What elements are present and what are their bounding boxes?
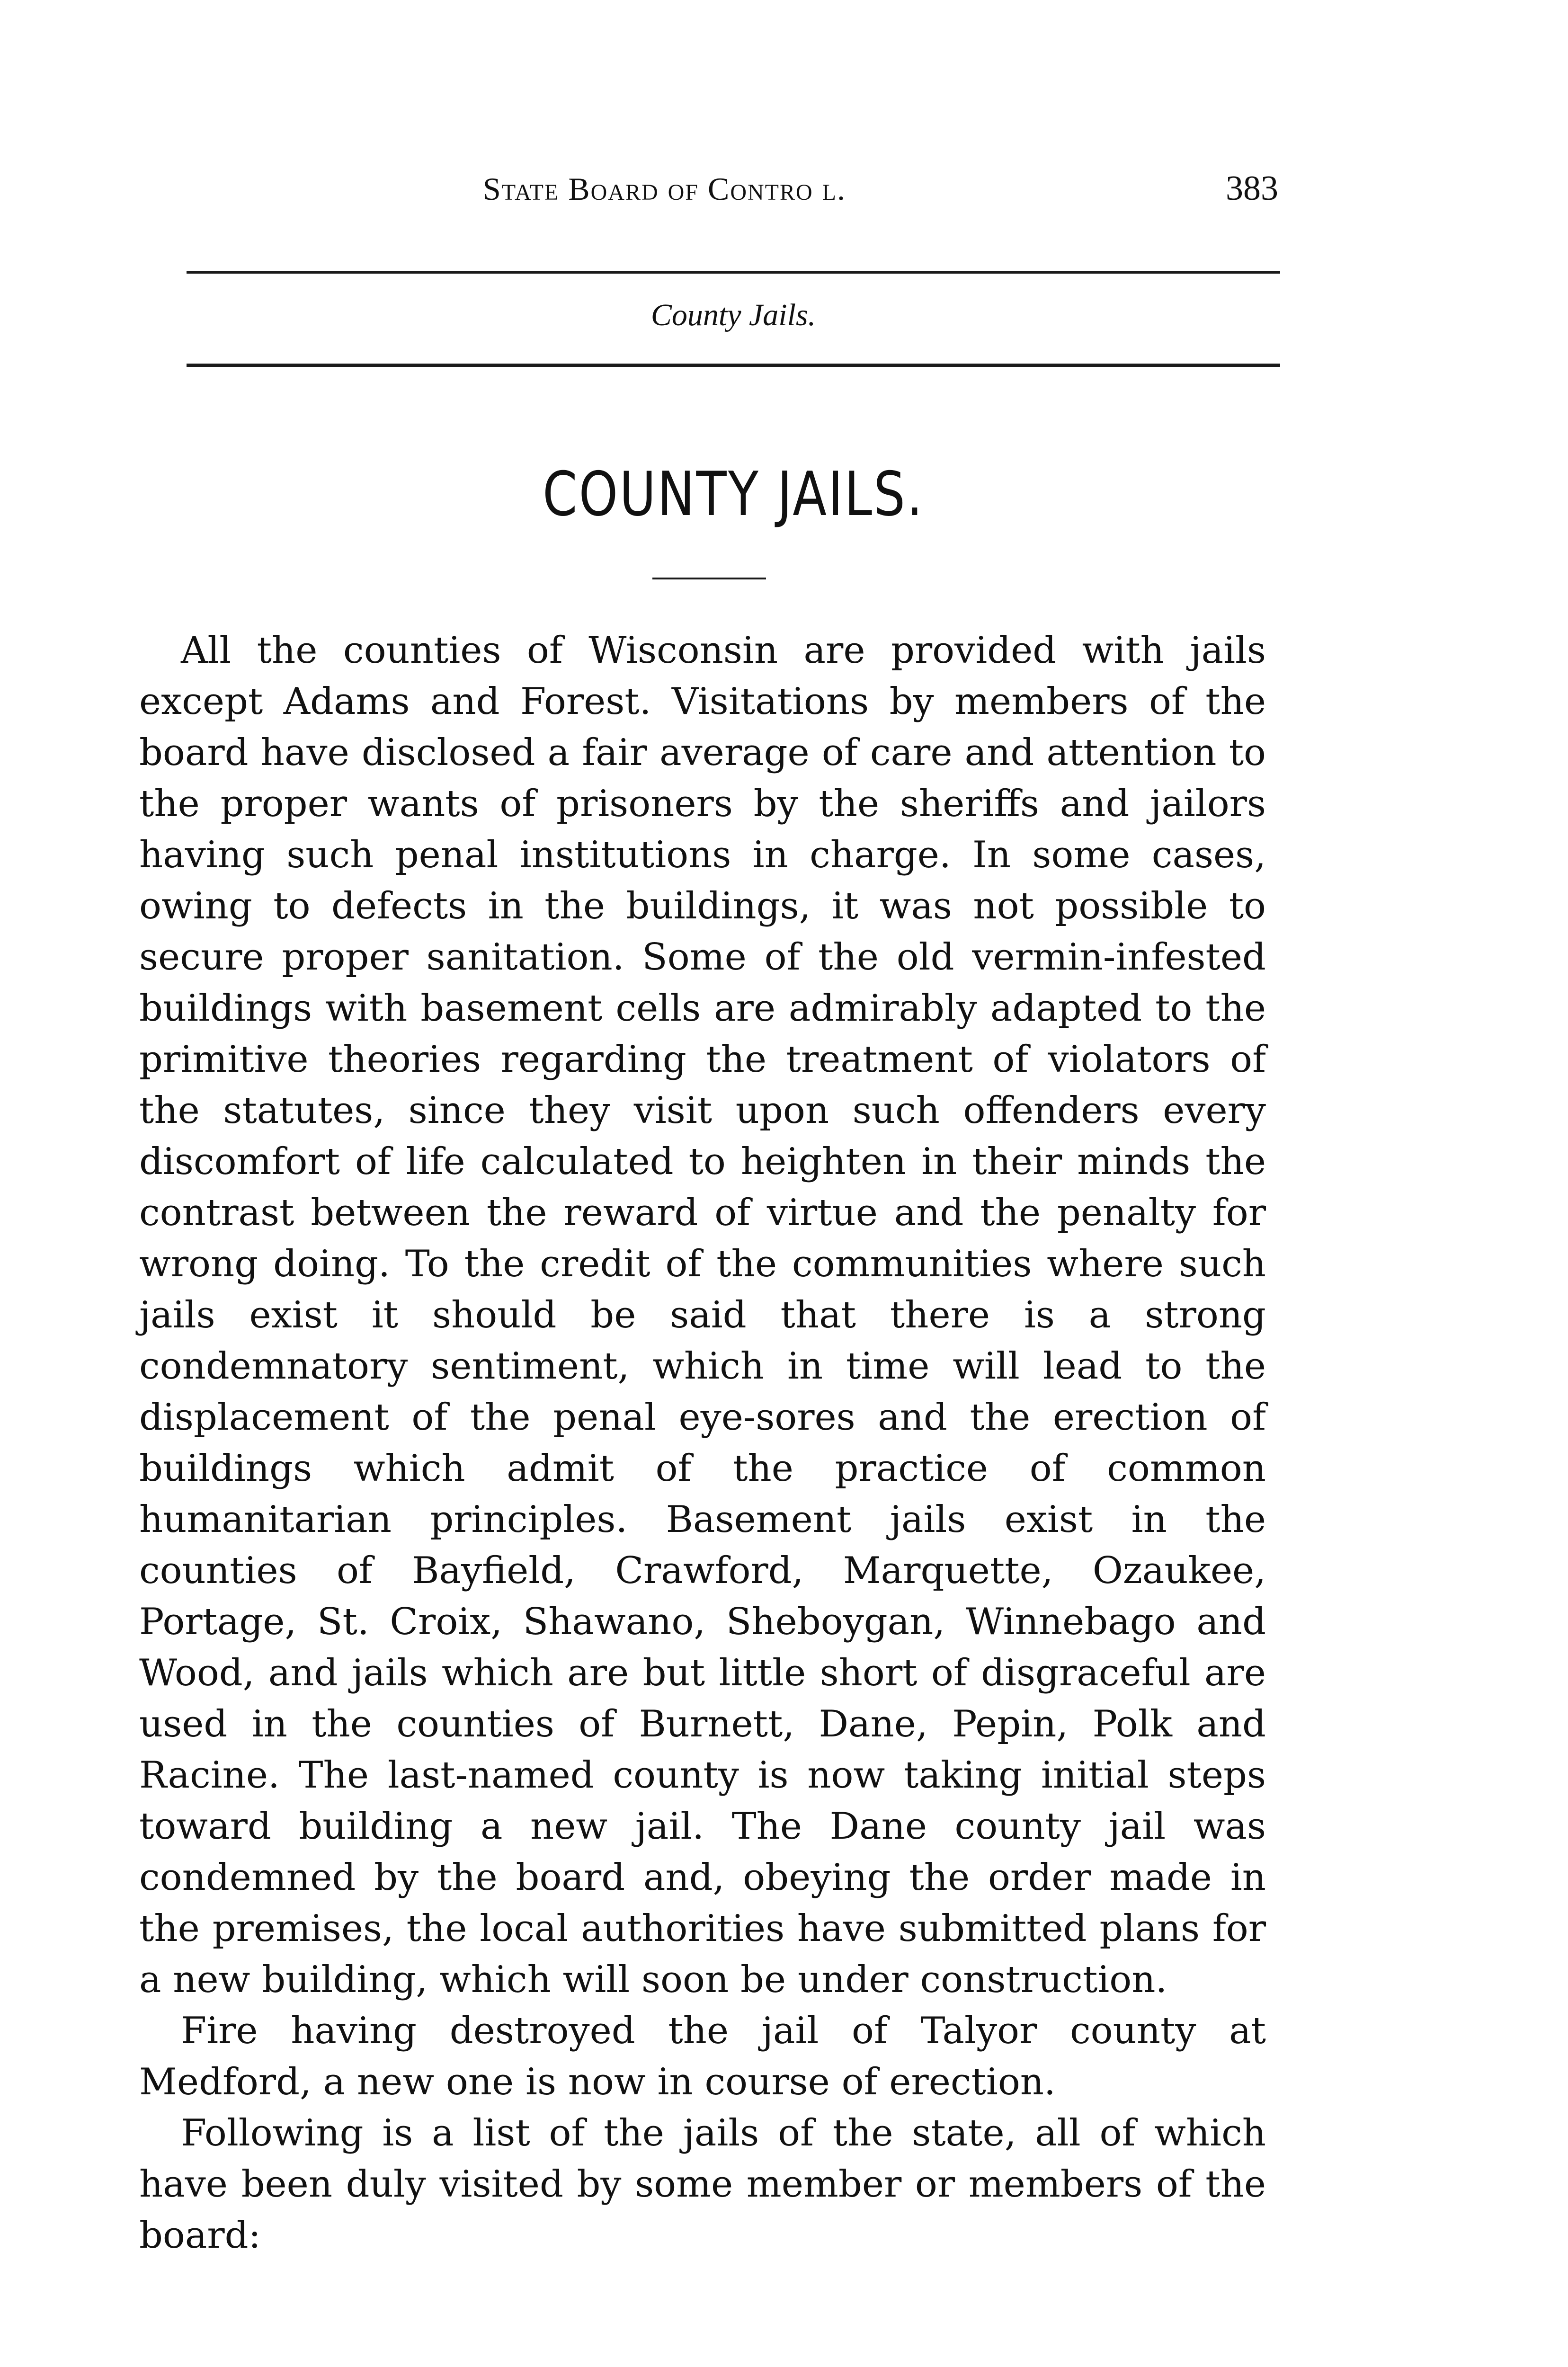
- title-rule: [652, 578, 766, 579]
- page-number: 383: [1226, 169, 1278, 208]
- chapter-title: COUNTY JAILS.: [543, 459, 924, 530]
- body-text: [139, 625, 1266, 2261]
- paragraph-2: Fire having destroyed the jail of Talyor county at Medford, a new one is now in course of erection.: [139, 2010, 1266, 2103]
- section-heading: County Jails.: [650, 298, 816, 332]
- paragraph-3: Following is a list of the jails of the state, all of which have been duly visited by some member or members of the board:: [139, 2112, 1266, 2257]
- header-rule-bottom: [187, 364, 1280, 367]
- running-head: [185, 166, 1278, 222]
- paragraph-1: All the counties of Wisconsin are provided with jails except Adams and Forest. Visitations by members of the board have disclosed a fair average of care and attention to the proper wants of prisoners by the sheriffs and jailors having such penal institutions in charge. In some cases, owing to defects in the buildings, it was not possible to secure proper sanitation. Some of the old vermin-infested buildings with basement cells are admirably adapted to the primitive theories regarding the treatment of violators of the statutes, since they visit upon such offenders every discomfort of life calculated to heighten in their minds the contrast between the reward of virtue and the penalty for wrong doing. To the credit of the communities where such jails exist it should be said that there is a strong condemnatory sentiment, which in time will lead to the displacement of the penal eye-sores and the erection of buildings which admit of the practice of common humanitarian principles. Basement jails exist in the counties of Bayfield, Crawford, Marquette, Ozaukee, Portage, St. Croix, Shawano, Sheboygan, Winnebago and Wood, and jails which are but little short of disgraceful are used in the counties of Burnett, Dane, Pepin, Polk and Racine. The last-named county is now taking initial steps toward building a new jail. The Dane county jail was condemned by the board and, obeying the order made in the premises, the local authorities have submitted plans for a new building, which will soon be under construction.: [139, 629, 1266, 2001]
- running-title: State Board of Contro l.: [483, 171, 846, 207]
- header-rule-top: [187, 271, 1280, 274]
